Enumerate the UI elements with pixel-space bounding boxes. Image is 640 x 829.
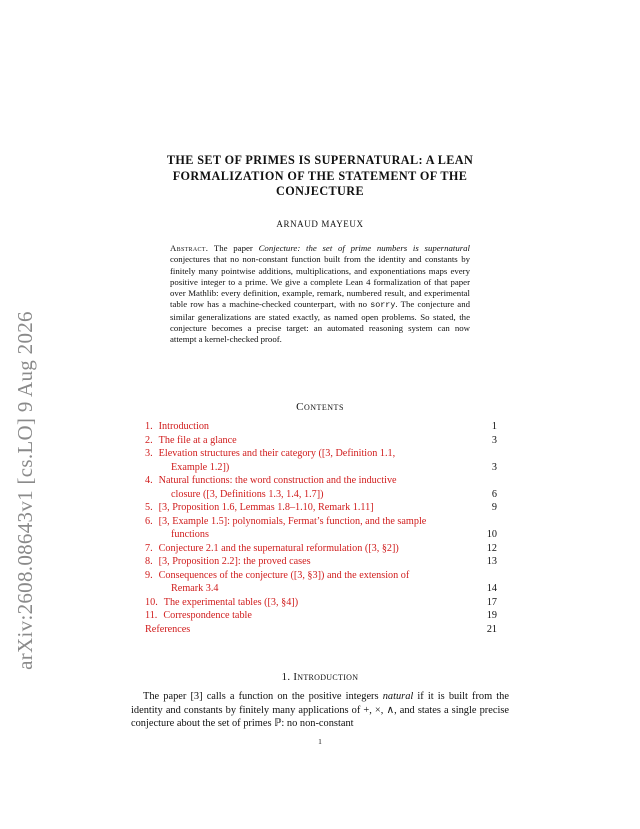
toc-entry-page: 13	[486, 556, 497, 567]
toc-entry-line	[145, 610, 252, 621]
toc-entry-page: 21	[486, 623, 497, 635]
toc-entry[interactable]	[145, 474, 497, 501]
toc-entry-number: 8.	[145, 556, 153, 567]
toc-entry-number: 9.	[145, 569, 153, 581]
arxiv-identifier: arXiv:2608.08643v1 [cs.LO] 9 Aug 2026	[12, 310, 37, 670]
author-name: ARNAUD MAYEUX	[276, 219, 364, 229]
toc-entry-page: 6	[491, 488, 497, 500]
toc-entry-title-continued: closure ([3, Definitions 1.3, 1.4, 1.7])	[171, 488, 324, 500]
toc-entry-page: 17	[486, 596, 497, 608]
toc-entry-line	[145, 421, 209, 432]
paper-title: THE SET OF PRIMES IS SUPERNATURAL: A LEAN FORMALIZATION OF THE STATEMENT OF THE CONJECTURE	[166, 153, 474, 198]
toc-entry-line	[145, 556, 311, 567]
toc-entry-page: 1	[491, 421, 497, 432]
toc-entry-line	[145, 475, 397, 486]
toc-entry-link[interactable]	[145, 569, 483, 596]
body-text-2: if it is built from the identity and constants by finitely many applications of +, ×, ∧, and states a single precise conjecture about the set of primes ℙ: no non-constant	[131, 691, 509, 729]
toc-entry-number: 3.	[145, 448, 153, 459]
toc-entry-page: 3	[491, 434, 497, 446]
toc-entry-title: The file at a glance	[158, 434, 237, 446]
toc-entry-link[interactable]	[145, 515, 483, 542]
toc-entry-link[interactable]	[145, 501, 483, 515]
toc-entry-title: Introduction	[158, 421, 210, 432]
body-natural-word: natural	[382, 691, 414, 702]
abstract-text-3: . The conjecture and similar generalizations are stated exactly, as named open problems. So stated, the conjecture becomes a precise target: an automated reasoning system can now attempt a kernel-checked proof.	[170, 299, 470, 345]
toc-entry-number: 6.	[145, 515, 153, 527]
toc-entry-line	[145, 597, 298, 608]
toc-entry-page: 14	[486, 583, 497, 594]
introduction-paragraph	[131, 690, 509, 731]
toc-entry-link[interactable]	[145, 596, 483, 610]
toc-entry[interactable]	[145, 434, 497, 448]
toc-entry[interactable]	[145, 623, 497, 637]
toc-entry-page: 9	[491, 502, 497, 513]
section-number: 1.	[281, 671, 291, 683]
toc-entry-title: The experimental tables ([3, §4])	[163, 596, 299, 608]
page-number: 1	[318, 737, 322, 746]
toc-entry-line	[145, 448, 395, 459]
abstract-sorry-keyword: sorry	[370, 300, 396, 311]
toc-entry-line	[145, 435, 237, 446]
abstract-text-1: The paper	[208, 243, 259, 253]
toc-entry-title-continued: Remark 3.4	[171, 583, 219, 594]
abstract-text-2: conjectures that no non-constant function built from the identity and constants by finitely many pointwise additions, multiplications, and exponentiations maps every positive integer to a prime. We give a complete Lean 4 formalization of that paper over Mathlib: every definition, example, remark, numbered result, and experimental table row has a machine-checked counterpart, with no	[170, 254, 470, 310]
toc-entry-number: 1.	[145, 421, 153, 432]
toc-entry[interactable]	[145, 596, 497, 610]
toc-entry-title: References	[145, 623, 191, 635]
toc-entry-title: Conjecture 2.1 and the supernatural reformulation ([3, §2])	[158, 542, 399, 554]
toc-entry-line	[145, 570, 409, 581]
toc-entry-title: [3, Example 1.5]: polynomials, Fermat’s function, and the sample	[158, 515, 427, 527]
toc-entry[interactable]	[145, 555, 497, 569]
toc-entry-number: 5.	[145, 502, 153, 513]
toc-entry-line	[145, 516, 426, 527]
toc-entry[interactable]	[145, 515, 497, 542]
abstract	[170, 243, 470, 346]
table-of-contents	[145, 420, 497, 636]
toc-entry[interactable]	[145, 501, 497, 515]
toc-entry-link[interactable]	[145, 420, 483, 434]
contents-heading: Contents	[296, 401, 344, 413]
toc-entry-number: 7.	[145, 542, 153, 554]
toc-entry-link[interactable]	[145, 623, 483, 637]
toc-entry-link[interactable]	[145, 434, 483, 448]
arxiv-stamp	[8, 295, 42, 685]
toc-entry[interactable]	[145, 542, 497, 556]
section-heading-introduction	[140, 671, 500, 683]
toc-entry-number: 10.	[145, 596, 158, 608]
toc-entry-page: 12	[486, 542, 497, 554]
toc-entry[interactable]	[145, 420, 497, 434]
section-title: Introduction	[293, 671, 359, 683]
toc-entry-line	[145, 502, 374, 513]
toc-entry-title: [3, Proposition 2.2]: the proved cases	[158, 556, 311, 567]
toc-entry-line	[145, 624, 190, 635]
toc-entry-title: [3, Proposition 1.6, Lemmas 1.8–1.10, Remark 1.11]	[158, 502, 374, 513]
toc-entry-title: Consequences of the conjecture ([3, §3]) and the extension of	[158, 569, 410, 581]
toc-entry-link[interactable]	[145, 609, 483, 623]
toc-entry-number: 11.	[145, 610, 158, 621]
toc-entry[interactable]	[145, 569, 497, 596]
toc-entry-page: 19	[486, 610, 497, 621]
toc-entry-link[interactable]	[145, 447, 483, 474]
toc-entry-link[interactable]	[145, 555, 483, 569]
toc-entry-number: 4.	[145, 475, 153, 486]
abstract-label: Abstract.	[170, 243, 209, 253]
toc-entry-title: Natural functions: the word construction and the inductive	[158, 475, 397, 486]
toc-entry-page: 10	[486, 529, 497, 540]
toc-entry-title-continued: Example 1.2])	[171, 461, 230, 473]
toc-entry-line	[145, 543, 399, 554]
toc-entry-link[interactable]	[145, 474, 483, 501]
abstract-paper-title: Conjecture: the set of prime numbers is supernatural	[258, 243, 470, 253]
toc-entry[interactable]	[145, 447, 497, 474]
toc-entry-page: 3	[491, 461, 497, 473]
toc-entry-title-continued: functions	[171, 529, 209, 540]
toc-entry-title: Elevation structures and their category ([3, Definition 1.1,	[158, 448, 396, 459]
toc-entry[interactable]	[145, 609, 497, 623]
toc-entry-title: Correspondence table	[163, 610, 252, 621]
toc-entry-number: 2.	[145, 434, 153, 446]
body-text-1: The paper [3] calls a function on the positive integers	[143, 691, 383, 702]
toc-entry-link[interactable]	[145, 542, 483, 556]
